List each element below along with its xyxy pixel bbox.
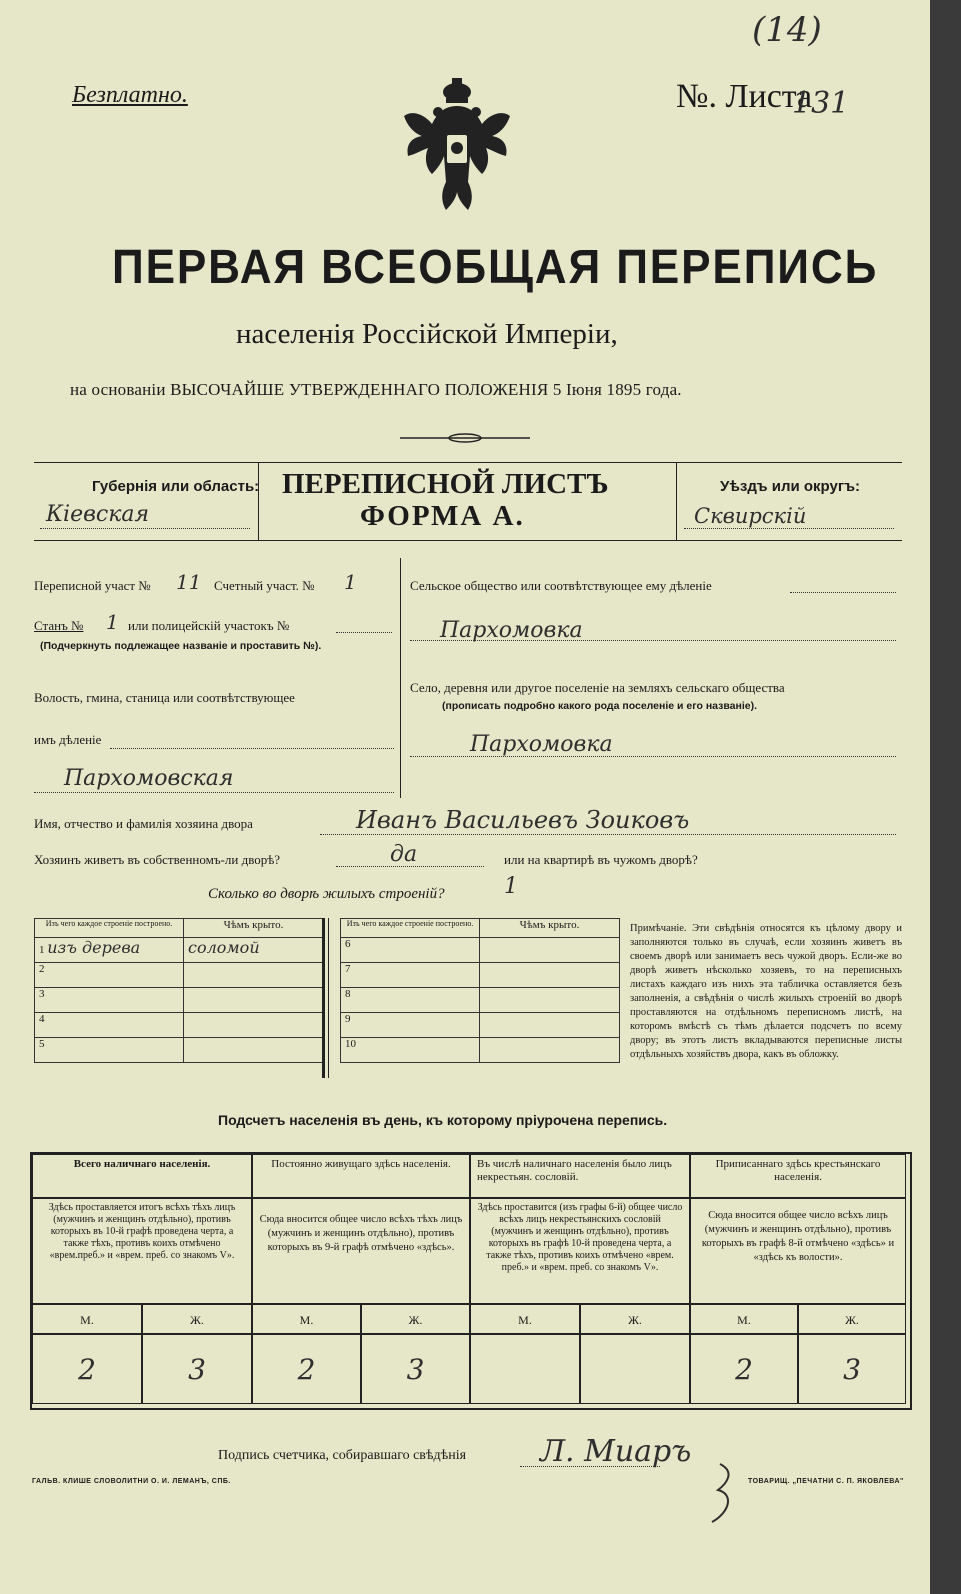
f-header: Ж.	[798, 1304, 906, 1334]
col-roof-header-right: Чѣмъ крыто.	[480, 919, 620, 938]
count-district-label: Счетный участ. №	[214, 578, 315, 593]
m-header: М.	[32, 1304, 142, 1334]
legal-basis: на основаніи ВЫСОЧАЙШЕ УТВЕРЖДЕННАГО ПОЛОЖЕНІЯ 5 Іюня 1895 года.	[70, 380, 682, 399]
society-value: Пархомовка	[440, 618, 583, 643]
rented-label: или на квартирѣ въ чужомъ дворѣ?	[504, 852, 698, 867]
pop-m-value	[470, 1334, 580, 1404]
volost-label-2: имъ дѣленіе	[34, 732, 102, 747]
police-label: или полицейскій участокъ №	[128, 618, 290, 633]
m-header: М.	[252, 1304, 361, 1334]
form-name: ФОРМА А.	[360, 500, 525, 532]
owner-name-value: Иванъ Васильевъ Зоиковъ	[356, 806, 690, 834]
society-label: Сельское общество или соотвѣтствующее ему дѣленіе	[410, 578, 712, 593]
pop-f-value	[580, 1334, 690, 1404]
col-roof-header: Чѣмъ крыто.	[184, 919, 324, 938]
pop-f-value: 3	[142, 1334, 252, 1404]
gubernia-value: Кіевская	[46, 502, 150, 527]
f-header: Ж.	[142, 1304, 252, 1334]
imperial-eagle-icon	[402, 72, 512, 222]
own-yard-value: да	[390, 842, 418, 867]
signature-value: Л. Миаръ	[540, 1434, 692, 1469]
sheet-number-value: 131	[792, 86, 850, 121]
note-text: Эти свѣдѣнія относятся къ цѣлому двору и заполняются только въ случаѣ, если хозяинъ живетъ въ своемъ дворѣ или занимаетъ весь чужой дворъ. Если-же во дворѣ живетъ нѣсколько хозяевъ, то на переписныхъ листахъ каждаго изъ нихъ эта табличка оставляется безъ заполненія, а свѣдѣнія о числѣ жилыхъ строеній во дворѣ проставляются на отдѣльномъ переписномъ листѣ, на которомъ вмѣстѣ съ тѣмъ дѣлается подсчетъ по всему двору; въ этотъ листъ вкладываются переписные листы отдѣльныхъ хозяйствъ двора, какъ въ обложку.	[630, 923, 903, 1060]
pop-col-desc: Здѣсь проставляется итогъ всѣхъ тѣхъ лицъ (мужчинъ и женщинъ отдѣльно), противъ которыхъ въ 10-й графѣ проведена черта, а также тѣхъ, противъ коихъ отмѣчено «врем.преб.» и «врем. преб. со знакомъ V».	[48, 1202, 236, 1261]
signature-label: Подпись счетчика, собиравшаго свѣдѣнія	[218, 1448, 467, 1463]
corner-mark: (14)	[752, 10, 822, 50]
form-title: ПЕРЕПИСНОЙ ЛИСТЪ	[282, 468, 609, 500]
f-header: Ж.	[580, 1304, 690, 1334]
uezd-value: Сквирскій	[694, 504, 807, 528]
pop-col-title: Постоянно живущаго здѣсь населенія.	[271, 1158, 451, 1170]
buildings-label: Сколько во дворѣ жилыхъ строеній?	[208, 886, 445, 902]
roof-value: соломой	[188, 938, 260, 957]
village-value: Пархомовка	[470, 732, 613, 757]
pop-col-desc: Сюда вносится общее число всѣхъ тѣхъ лицъ (мужчинъ и женщинъ отдѣльно), противъ которыхъ въ 9-й графѣ отмѣчено «здѣсь».	[259, 1214, 463, 1253]
page-title: ПЕРВАЯ ВСЕОБЩАЯ ПЕРЕПИСЬ	[112, 241, 879, 294]
own-yard-label: Хозяинъ живетъ въ собственномъ-ли дворѣ?	[34, 852, 281, 867]
village-label: Село, деревня или другое поселеніе на земляхъ сельскаго общества	[410, 680, 785, 695]
free-label: Безплатно.	[72, 82, 188, 108]
page-edge	[930, 0, 961, 1594]
signature-flourish	[690, 1460, 750, 1530]
pop-f-value: 3	[361, 1334, 470, 1404]
pop-m-value: 2	[690, 1334, 798, 1404]
count-district-value: 1	[344, 570, 357, 594]
pop-col-desc: Здѣсь проставится (изъ графы 6-й) общее число всѣхъ лицъ некрестьянскихъ сословій (мужчинъ и женщинъ отдѣльно), противъ которыхъ въ графѣ 10-й проведена черта, а также тѣхъ, противъ коихъ отмѣчено «врем. преб.» и «врем. преб. со знакомъ V».	[477, 1202, 683, 1273]
m-header: М.	[470, 1304, 580, 1334]
pop-f-value: 3	[798, 1334, 906, 1404]
census-district-value: 11	[176, 570, 202, 594]
owner-name-label: Имя, отчество и фамилія хозяина двора	[34, 816, 253, 831]
f-header: Ж.	[361, 1304, 470, 1334]
underline-note: (Подчеркнуть подлежащее названіе и проставить №).	[40, 640, 322, 652]
pop-col-desc: Сюда вносится общее число всѣхъ лицъ (мужчинъ и женщинъ отдѣльно), противъ которыхъ въ графѣ 8-й отмѣчено «здѣсь» и «здѣсь къ волости».	[701, 1210, 895, 1263]
col-material-header: Изъ чего каждое строеніе построено.	[35, 919, 184, 938]
population-table	[30, 1152, 912, 1410]
note-block	[630, 922, 902, 1062]
pop-m-value: 2	[32, 1334, 142, 1404]
note-title: Примѣчаніе.	[630, 923, 687, 934]
volost-label: Волость, гмина, станица или соотвѣтствующее	[34, 690, 295, 705]
col-material-header-right: Изъ чего каждое строеніе построено.	[341, 919, 480, 938]
stan-label: Станъ №	[34, 618, 84, 633]
population-heading: Подсчетъ населенія въ день, къ которому пріурочена перепись.	[218, 1112, 668, 1128]
sheet-number-label: №. Листа	[676, 78, 813, 115]
ornament-divider	[398, 432, 532, 444]
page-subtitle: населенія Россійской Имперіи,	[236, 318, 618, 350]
pop-col-title: Всего наличнаго населенія.	[73, 1158, 211, 1170]
pop-col-title: Приписаннаго здѣсь крестьянскаго населенія.	[715, 1158, 881, 1183]
village-note: (прописать подробно какого рода поселеніе и его названіе).	[442, 700, 758, 712]
gubernia-label: Губернія или область:	[92, 478, 260, 495]
volost-value: Пархомовская	[64, 766, 234, 791]
buildings-value: 1	[504, 874, 518, 899]
buildings-table-right: Изъ чего каждое строеніе построено. Чѣмъ крыто. 6 7 8 9 10	[340, 918, 620, 1063]
census-district-label: Переписной участ №	[34, 578, 151, 593]
printer-right: ТОВАРИЩ. „ПЕЧАТНИ С. П. ЯКОВЛЕВА"	[748, 1478, 904, 1485]
pop-col-title: Въ числѣ наличнаго населенія было лицъ некрестьян. сословій.	[477, 1158, 672, 1183]
stan-value: 1	[106, 610, 119, 634]
material-value: изъ дерева	[47, 938, 141, 957]
buildings-table-left: Изъ чего каждое строеніе построено. Чѣмъ крыто. 1 изъ дерева соломой 2 3 4 5	[34, 918, 324, 1063]
uezd-label: Уѣздъ или округъ:	[720, 478, 861, 495]
m-header: М.	[690, 1304, 798, 1334]
printer-left: ГАЛЬВ. КЛИШЕ СЛОВОЛИТНИ О. И. ЛЕМАНЪ, СПБ.	[32, 1478, 231, 1485]
pop-m-value: 2	[252, 1334, 361, 1404]
